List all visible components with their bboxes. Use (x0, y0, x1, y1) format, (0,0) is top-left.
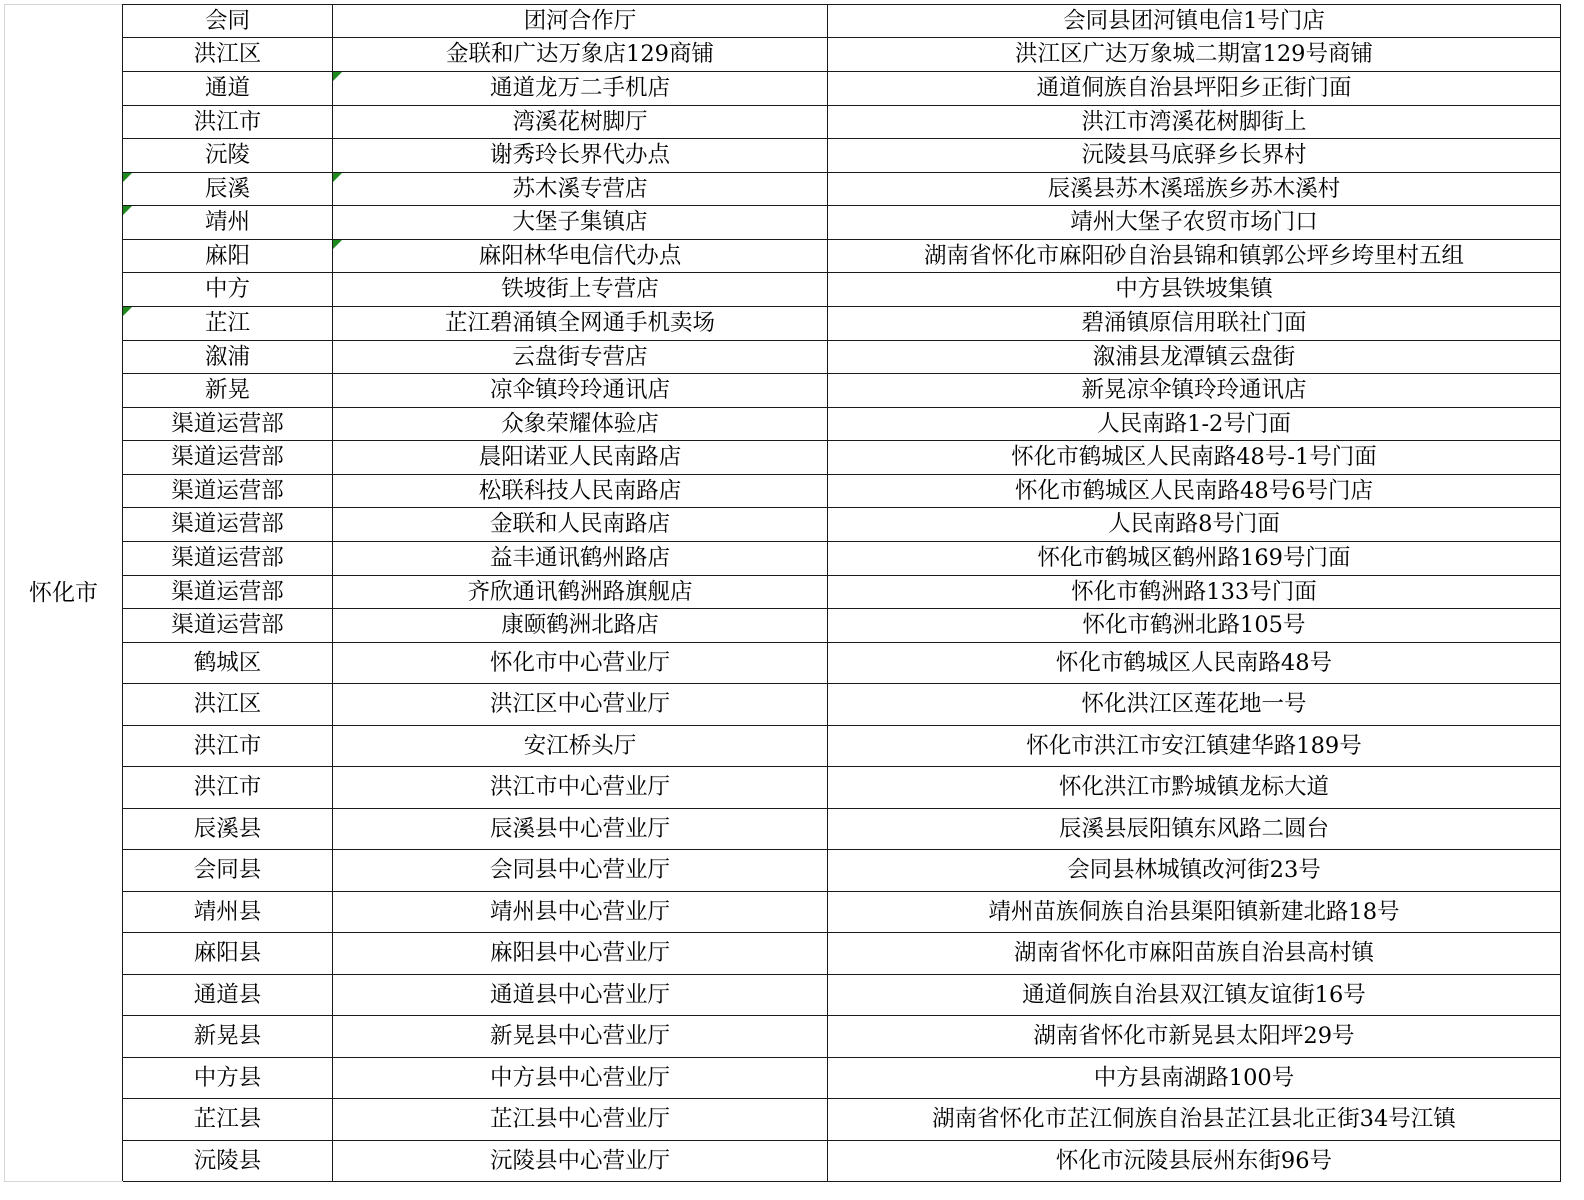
store-name-cell[interactable]: 谢秀玲长界代办点 (333, 139, 828, 173)
district-cell[interactable]: 中方 (123, 273, 333, 307)
table-row (5, 892, 1561, 933)
table-row (5, 139, 1561, 173)
table-row (5, 726, 1561, 767)
address-cell[interactable]: 怀化市鹤城区鹤州路169号门面 (828, 542, 1561, 576)
address-cell[interactable]: 怀化市洪江市安江镇建华路189号 (828, 726, 1561, 767)
store-name-cell[interactable]: 湾溪花树脚厅 (333, 106, 828, 139)
district-cell[interactable]: 沅陵县 (123, 1141, 333, 1182)
table-row (5, 206, 1561, 240)
district-cell[interactable]: 渠道运营部 (123, 576, 333, 609)
address-cell[interactable]: 怀化洪江区莲花地一号 (828, 684, 1561, 726)
store-name-cell[interactable]: 苏木溪专营店 (333, 173, 828, 206)
district-cell[interactable]: 会同 (123, 5, 333, 38)
store-name-cell[interactable]: 众象荣耀体验店 (333, 408, 828, 441)
address-cell[interactable]: 会同县林城镇改河街23号 (828, 850, 1561, 892)
address-cell[interactable]: 通道侗族自治县双江镇友谊街16号 (828, 975, 1561, 1016)
district-cell[interactable]: 渠道运营部 (123, 475, 333, 508)
address-cell[interactable]: 怀化洪江市黔城镇龙标大道 (828, 767, 1561, 809)
table-row (5, 508, 1561, 542)
district-cell[interactable]: 辰溪 (123, 173, 333, 206)
store-name-cell[interactable]: 康颐鹤洲北路店 (333, 609, 828, 643)
store-table (4, 4, 1561, 1182)
address-cell[interactable]: 怀化市鹤城区人民南路48号-1号门面 (828, 441, 1561, 475)
sheet-right-gutter (1561, 0, 1584, 1200)
table-row (5, 273, 1561, 307)
address-cell[interactable]: 中方县南湖路100号 (828, 1058, 1561, 1099)
district-cell[interactable]: 洪江市 (123, 106, 333, 139)
table-row (5, 38, 1561, 72)
address-cell[interactable]: 怀化市沅陵县辰州东街96号 (828, 1141, 1561, 1182)
address-cell[interactable]: 怀化市鹤洲路133号门面 (828, 576, 1561, 609)
district-cell[interactable]: 渠道运营部 (123, 609, 333, 643)
table-row (5, 542, 1561, 576)
table-row (5, 809, 1561, 850)
table-row (5, 240, 1561, 273)
store-name-cell[interactable]: 团河合作厅 (333, 5, 828, 38)
store-name-cell[interactable]: 通道县中心营业厅 (333, 975, 828, 1016)
store-name-cell[interactable]: 中方县中心营业厅 (333, 1058, 828, 1099)
store-name-cell[interactable]: 芷江碧涌镇全网通手机卖场 (333, 307, 828, 341)
district-cell[interactable]: 靖州 (123, 206, 333, 240)
address-cell[interactable]: 怀化市鹤洲北路105号 (828, 609, 1561, 643)
address-cell[interactable]: 溆浦县龙潭镇云盘街 (828, 341, 1561, 374)
store-name-cell[interactable]: 金联和人民南路店 (333, 508, 828, 542)
store-name-cell[interactable]: 铁坡街上专营店 (333, 273, 828, 307)
store-name-cell[interactable]: 麻阳林华电信代办点 (333, 240, 828, 273)
store-name-cell[interactable]: 洪江区中心营业厅 (333, 684, 828, 726)
address-cell[interactable]: 洪江市湾溪花树脚街上 (828, 106, 1561, 139)
table-row (5, 341, 1561, 374)
table-row (5, 408, 1561, 441)
district-cell[interactable]: 渠道运营部 (123, 441, 333, 475)
table-row (5, 106, 1561, 139)
address-cell[interactable]: 中方县铁坡集镇 (828, 273, 1561, 307)
cell-comment-flag-icon (333, 72, 342, 81)
address-cell[interactable]: 沅陵县马底驿乡长界村 (828, 139, 1561, 173)
store-name-cell[interactable]: 怀化市中心营业厅 (333, 643, 828, 684)
store-name-cell[interactable]: 麻阳县中心营业厅 (333, 933, 828, 975)
store-name-cell[interactable]: 芷江县中心营业厅 (333, 1099, 828, 1141)
table-row (5, 374, 1561, 408)
address-cell[interactable]: 人民南路1-2号门面 (828, 408, 1561, 441)
store-name-cell[interactable]: 大堡子集镇店 (333, 206, 828, 240)
cell-comment-flag-icon (333, 240, 342, 249)
store-name-cell[interactable]: 辰溪县中心营业厅 (333, 809, 828, 850)
district-cell[interactable]: 新晃 (123, 374, 333, 408)
district-cell[interactable]: 洪江市 (123, 767, 333, 809)
address-cell[interactable]: 怀化市鹤城区人民南路48号 (828, 643, 1561, 684)
district-cell[interactable]: 麻阳 (123, 240, 333, 273)
table-row (5, 475, 1561, 508)
address-cell[interactable]: 湖南省怀化市麻阳苗族自治县高村镇 (828, 933, 1561, 975)
city-cell[interactable]: 怀化市 (5, 5, 123, 1182)
district-cell[interactable]: 会同县 (123, 850, 333, 892)
address-cell[interactable]: 靖州苗族侗族自治县渠阳镇新建北路18号 (828, 892, 1561, 933)
table-row (5, 5, 1561, 38)
address-cell[interactable]: 碧涌镇原信用联社门面 (828, 307, 1561, 341)
address-cell[interactable]: 湖南省怀化市麻阳砂自治县锦和镇郭公坪乡垮里村五组 (828, 240, 1561, 273)
address-cell[interactable]: 湖南省怀化市新晃县太阳坪29号 (828, 1016, 1561, 1058)
district-cell[interactable]: 鹤城区 (123, 643, 333, 684)
table-row (5, 643, 1561, 684)
table-row (5, 1141, 1561, 1182)
table-row (5, 72, 1561, 106)
district-cell[interactable]: 渠道运营部 (123, 408, 333, 441)
district-cell[interactable]: 新晃县 (123, 1016, 333, 1058)
table-row (5, 767, 1561, 809)
district-cell[interactable]: 洪江区 (123, 38, 333, 72)
store-name-cell[interactable]: 凉伞镇玲玲通讯店 (333, 374, 828, 408)
store-name-cell[interactable]: 齐欣通讯鹤洲路旗舰店 (333, 576, 828, 609)
district-cell[interactable]: 中方县 (123, 1058, 333, 1099)
store-name-cell[interactable]: 靖州县中心营业厅 (333, 892, 828, 933)
address-cell[interactable]: 洪江区广达万象城二期富129号商铺 (828, 38, 1561, 72)
store-name-cell[interactable]: 新晃县中心营业厅 (333, 1016, 828, 1058)
store-name-cell[interactable]: 云盘街专营店 (333, 341, 828, 374)
table-row (5, 1058, 1561, 1099)
table-row (5, 975, 1561, 1016)
store-name-cell[interactable]: 洪江市中心营业厅 (333, 767, 828, 809)
cell-comment-flag-icon (123, 307, 132, 316)
address-cell[interactable]: 人民南路8号门面 (828, 508, 1561, 542)
address-cell[interactable]: 靖州大堡子农贸市场门口 (828, 206, 1561, 240)
district-cell[interactable]: 渠道运营部 (123, 508, 333, 542)
district-cell[interactable]: 辰溪县 (123, 809, 333, 850)
district-cell[interactable]: 芷江县 (123, 1099, 333, 1141)
table-row (5, 850, 1561, 892)
district-cell[interactable]: 通道县 (123, 975, 333, 1016)
district-cell[interactable]: 洪江区 (123, 684, 333, 726)
table-row (5, 307, 1561, 341)
cell-comment-flag-icon (123, 173, 132, 182)
table-row (5, 1099, 1561, 1141)
store-name-cell[interactable]: 松联科技人民南路店 (333, 475, 828, 508)
table-row (5, 173, 1561, 206)
store-name-cell[interactable]: 晨阳诺亚人民南路店 (333, 441, 828, 475)
address-cell[interactable]: 会同县团河镇电信1号门店 (828, 5, 1561, 38)
district-cell[interactable]: 洪江市 (123, 726, 333, 767)
table-row (5, 1016, 1561, 1058)
store-name-cell[interactable]: 会同县中心营业厅 (333, 850, 828, 892)
address-cell[interactable]: 怀化市鹤城区人民南路48号6号门店 (828, 475, 1561, 508)
district-cell[interactable]: 渠道运营部 (123, 542, 333, 576)
address-cell[interactable]: 新晃凉伞镇玲玲通讯店 (828, 374, 1561, 408)
address-cell[interactable]: 辰溪县苏木溪瑶族乡苏木溪村 (828, 173, 1561, 206)
store-name-cell[interactable]: 金联和广达万象店129商铺 (333, 38, 828, 72)
district-cell[interactable]: 沅陵 (123, 139, 333, 173)
store-name-cell[interactable]: 沅陵县中心营业厅 (333, 1141, 828, 1182)
table-row (5, 609, 1561, 643)
table-row (5, 576, 1561, 609)
district-cell[interactable]: 靖州县 (123, 892, 333, 933)
district-cell[interactable]: 麻阳县 (123, 933, 333, 975)
cell-comment-flag-icon (333, 173, 342, 182)
district-cell[interactable]: 通道 (123, 72, 333, 106)
table-row (5, 441, 1561, 475)
store-name-cell[interactable]: 通道龙万二手机店 (333, 72, 828, 106)
address-cell[interactable]: 湖南省怀化市芷江侗族自治县芷江县北正街34号江镇 (828, 1099, 1561, 1141)
cell-comment-flag-icon (123, 206, 132, 215)
district-cell[interactable]: 芷江 (123, 307, 333, 341)
address-cell[interactable]: 辰溪县辰阳镇东风路二圆台 (828, 809, 1561, 850)
table-row (5, 684, 1561, 726)
address-cell[interactable]: 通道侗族自治县坪阳乡正街门面 (828, 72, 1561, 106)
store-table-body (5, 5, 1561, 1182)
table-row (5, 933, 1561, 975)
store-name-cell[interactable]: 益丰通讯鹤州路店 (333, 542, 828, 576)
district-cell[interactable]: 溆浦 (123, 341, 333, 374)
store-name-cell[interactable]: 安江桥头厅 (333, 726, 828, 767)
